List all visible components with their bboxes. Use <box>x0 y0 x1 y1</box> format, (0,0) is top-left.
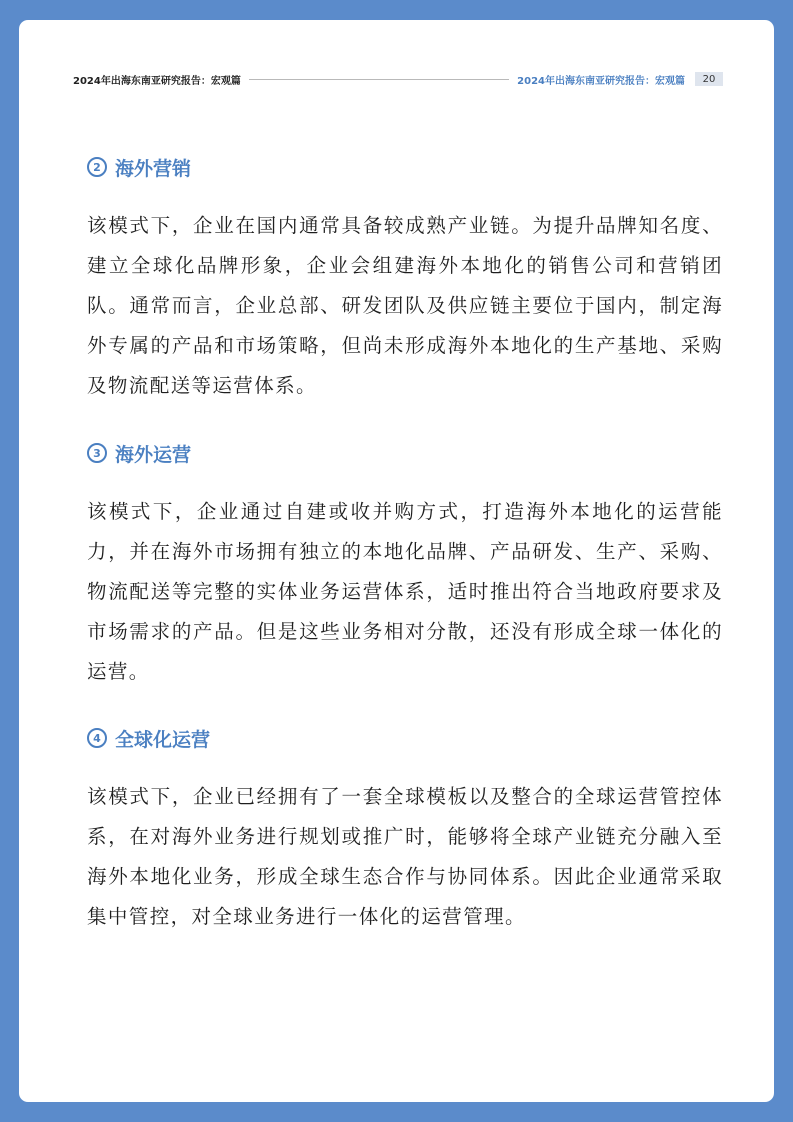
section-overseas-operation <box>87 438 737 692</box>
section-global-operation <box>87 723 737 937</box>
section-body: 该模式下，企业在国内通常具备较成熟产业链。为提升品牌知名度、建立全球化品牌形象，企业会组建海外本地化的销售公司和营销团队。通常而言，企业总部、研发团队及供应链主要位于国内，制定海外专属的产品和市场策略，但尚未形成海外本地化的生产基地、采购及物流配送等运营体系。 <box>87 214 723 397</box>
section-overseas-marketing <box>87 152 737 406</box>
section-number-badge: 4 <box>87 728 107 748</box>
section-number-badge: 3 <box>87 443 107 463</box>
section-title: 全球化运营 <box>115 728 211 751</box>
section-heading <box>87 438 737 468</box>
section-body: 该模式下，企业已经拥有了一套全球模板以及整合的全球运营管控体系，在对海外业务进行规划或推广时，能够将全球产业链充分融入至海外本地化业务，形成全球生态合作与协同体系。因此企业通常采取集中管控，对全球业务进行一体化的运营管理。 <box>87 785 723 928</box>
section-heading <box>87 152 737 182</box>
running-header <box>73 70 723 88</box>
header-right-title: 2024年出海东南亚研究报告：宏观篇 <box>517 75 685 87</box>
section-title: 海外运营 <box>115 443 192 466</box>
section-title: 海外营销 <box>115 157 192 180</box>
header-rule <box>249 79 509 80</box>
section-number-badge: 2 <box>87 157 107 177</box>
section-heading <box>87 723 737 753</box>
header-left-title: 2024年出海东南亚研究报告：宏观篇 <box>73 75 241 87</box>
page-number: 20 <box>695 72 723 86</box>
section-body: 该模式下，企业通过自建或收并购方式，打造海外本地化的运营能力，并在海外市场拥有独立的本地化品牌、产品研发、生产、采购、物流配送等完整的实体业务运营体系，适时推出符合当地政府要求及市场需求的产品。但是这些业务相对分散，还没有形成全球一体化的运营。 <box>87 500 723 683</box>
